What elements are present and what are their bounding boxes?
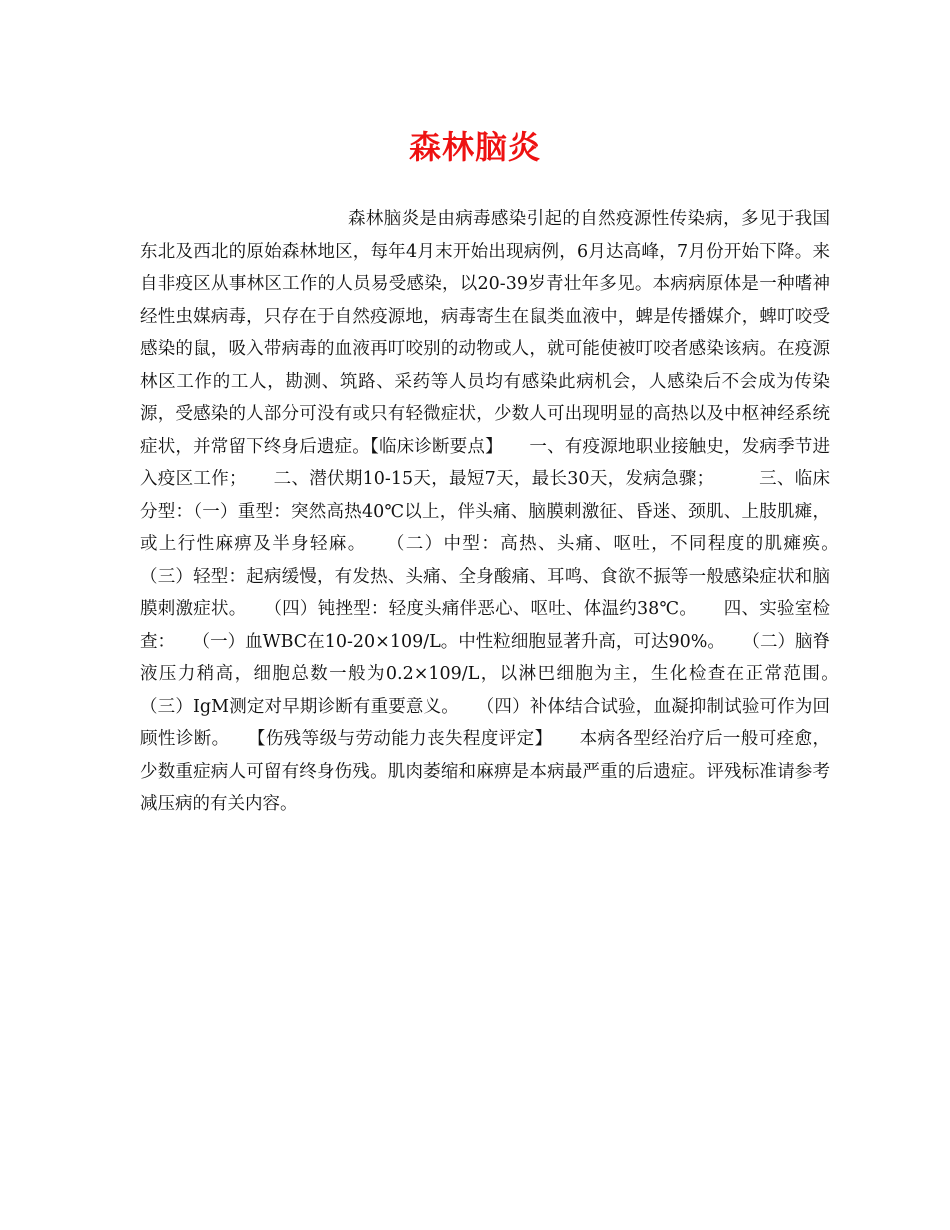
document-title: 森林脑炎 xyxy=(408,128,541,166)
document-body: 森林脑炎是由病毒感染引起的自然疫源性传染病，多见于我国东北及西北的原始森林地区，每年4月末开始出现病例，6月达高峰，7月份开始下降。来自非疫区从事林区工作的人员易受感染，以20-39岁青壮年多见。本病病原体是一种嗜神经性虫媒病毒，只存在于自然疫源地，病毒寄生在鼠类血液中，蜱是传播媒介，蜱叮咬受感染的鼠，吸入带病毒的血液再叮咬别的动物或人，就可能使被叮咬者感染该病。在疫源林区工作的工人，勘测、筑路、采药等人员均有感染此病机会，人感染后不会成为传染源，受感染的人部分可没有或只有轻微症状，少数人可出现明显的高热以及中枢神经系统症状，并常留下终身后遗症。【临床诊断要点】 一、有疫源地职业接触史，发病季节进入疫区工作； 二、潜伏期10-15天，最短7天，最长30天，发病急骤； 三、临床分型：（一）重型：突然高热40℃以上，伴头痛、脑膜刺激征、昏迷、颈肌、上肢肌瘫，或上行性麻痹及半身轻麻。 （二）中型：高热、头痛、呕吐，不同程度的肌瘫痪。 （三）轻型：起病缓慢，有发热、头痛、全身酸痛、耳鸣、食欲不振等一般感染症状和脑膜刺激症状。 （四）钝挫型：轻度头痛伴恶心、呕吐、体温约38℃。 四、实验室检查： （一）血WBC在10-20×109/L。中性粒细胞显著升高，可达90%。 （二）脑脊液压力稍高，细胞总数一般为0.2×109/L，以淋巴细胞为主，生化检查在正常范围。 （三）IgM测定对早期诊断有重要意义。 （四）补体结合试验，血凝抑制试验可作为回顾性诊断。 【伤残等级与劳动能力丧失程度评定】 本病各型经治疗后一般可痊愈，少数重症病人可留有终身伤残。肌肉萎缩和麻痹是本病最严重的后遗症。评残标准请参考减压病的有关内容。 xyxy=(140,209,865,814)
